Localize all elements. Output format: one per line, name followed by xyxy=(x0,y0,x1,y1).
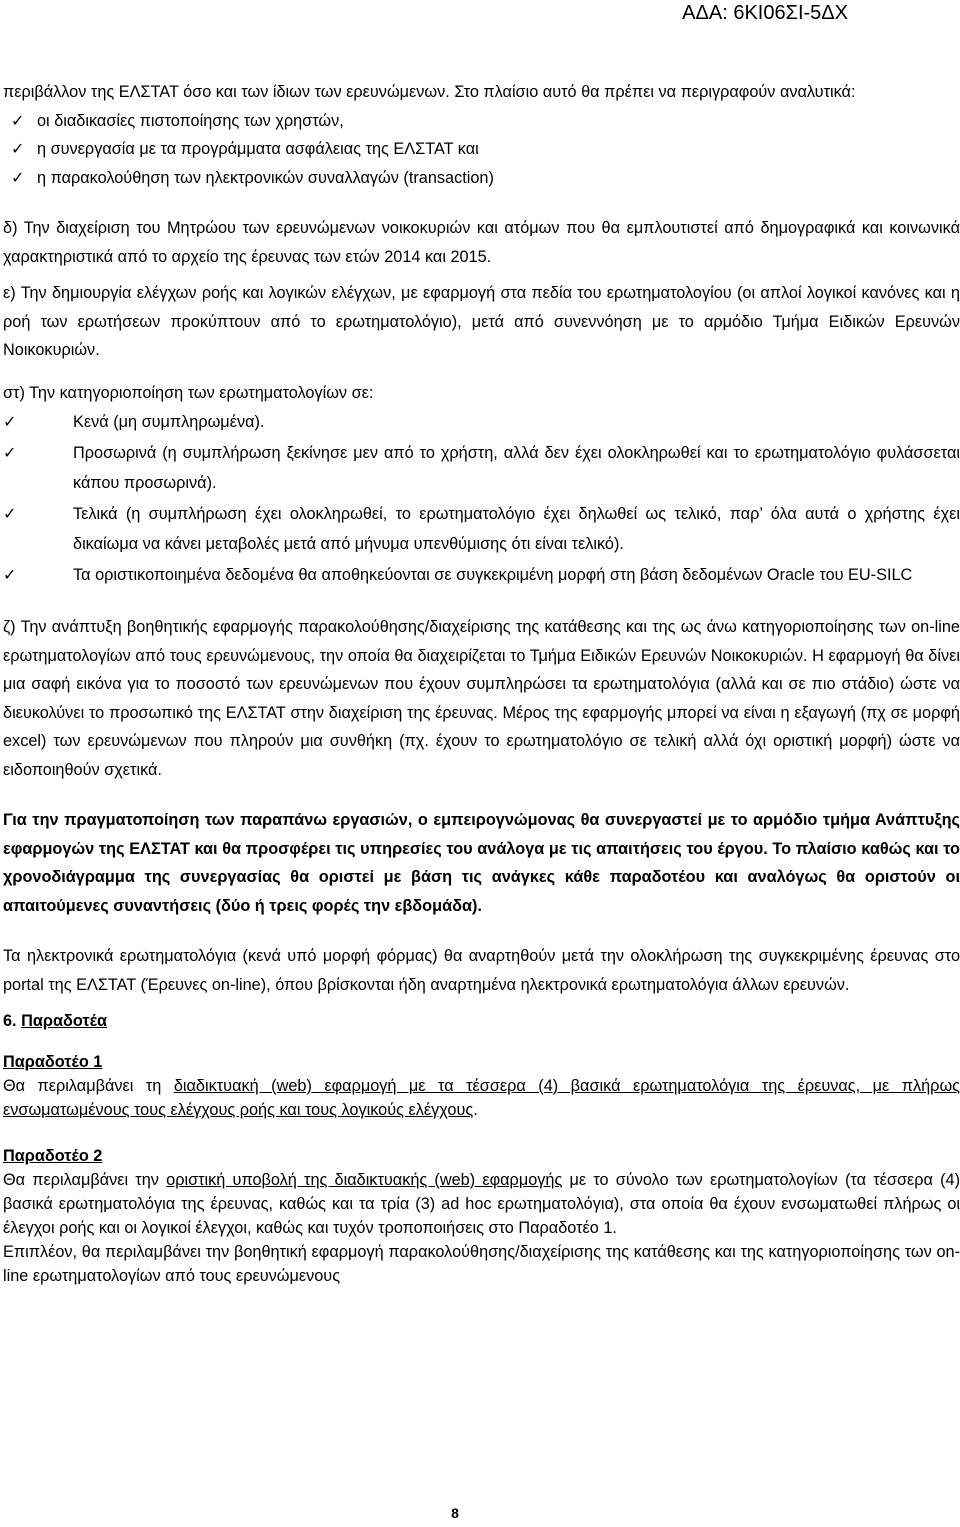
list-item: ✓ η συνεργασία με τα προγράμματα ασφάλειας της ΕΛΣΤΑΤ και xyxy=(3,135,960,164)
list-item: ✓ η παρακολούθηση των ηλεκτρονικών συναλλαγών (transaction) xyxy=(3,164,960,193)
list-item: ✓ Τα οριστικοποιημένα δεδομένα θα αποθηκεύονται σε συγκεκριμένη μορφή στη βάση δεδομένων Oracle του EU-SILC xyxy=(3,560,960,590)
section-heading xyxy=(3,1007,960,1036)
list-item: ✓ Κενά (μη συμπληρωμένα). xyxy=(3,407,960,437)
cooperation-paragraph: Για την πραγματοποίηση των παραπάνω εργασιών, ο εμπειρογνώμονας θα συνεργαστεί με το αρμόδιο τμήμα Ανάπτυξης εφαρμογών της ΕΛΣΤΑΤ και θα προσφέρει τις υπηρεσίες του ανάλογα με τις απαιτήσεις του έργου. Το πλαίσιο καθώς και το χρονοδιάγραμμα της συνεργασίας θα οριστεί με βάση τις ανάγκες κάθε παραδοτέου και αναλόγως θα οριστούν οι απαιτούμενες συναντήσεις (δύο ή τρεις φορές την εβδομάδα). xyxy=(3,811,960,915)
section-number: 6. xyxy=(3,1012,17,1030)
item-st-checklist xyxy=(3,407,960,590)
list-item: ✓ Προσωρινά (η συμπλήρωση ξεκίνησε μεν από το χρήστη, αλλά δεν έχει ολοκληρωθεί και το ερωτηματολόγιο φυλάσσεται κάπου προσωρινά). xyxy=(3,438,960,498)
deliverable-1-underlined: διαδικτυακή (web) εφαρμογή με τα τέσσερα (4) βασικά ερωτηματολόγια της έρευνας, με πλήρως ενσωματωμένους τους ελέγχους ροής και τους λογικούς ελέγχους xyxy=(3,1076,960,1119)
deliverable-2-title: Παραδοτέο 2 xyxy=(3,1146,103,1165)
intro-checklist xyxy=(3,107,960,193)
page-number: 8 xyxy=(451,1505,459,1521)
deliverable-2-prefix: Θα περιλαμβάνει την xyxy=(3,1170,167,1189)
item-z-paragraph: ζ) Την ανάπτυξη βοηθητικής εφαρμογής παρακολούθησης/διαχείρισης της κατάθεσης και της ως άνω κατηγοριοποίησης των on-line ερωτηματολογίων από τους ερευνώμενους, την οποία θα διαχειρίζεται το Τμήμα Ειδικών Ερευνών Νοικοκυριών. Η εφαρμογή θα δίνει μια σαφή εικόνα για το ποσοστό των ερευνώμενων που έχουν συμπληρώσει τα ερωτηματολόγια (αλλά και σε πιο στάδιο) ώστε να διευκολύνει το προσωπικό της ΕΛΣΤΑΤ στην διαχείριση της έρευνας. Μέρος της εφαρμογής μπορεί να είναι η εξαγωγή (πχ σε μορφή excel) των ερευνώμενων που πληρούν μια συνθήκη (πχ. έχουν το ερωτηματολόγιο σε τελική αλλά όχι οριστική μορφή) ώστε να ειδοποιηθούν σχετικά. xyxy=(3,618,960,779)
deliverable-2-text xyxy=(3,1168,960,1240)
item-e-paragraph: ε) Την δημιουργία ελέγχων ροής και λογικών ελέγχων, με εφαρμογή στα πεδία του ερωτηματολογίου (οι απλοί λογικοί κανόνες και η ροή των ερωτήσεων προκύπτουν από το ερωτηματολόγιο), μετά από συνεννόηση με το αρμόδιο Τμήμα Ειδικών Ερευνών Νοικοκυριών. xyxy=(3,284,960,359)
section-title: Παραδοτέα xyxy=(21,1012,107,1030)
deliverable-1-prefix: Θα περιλαμβάνει τη xyxy=(3,1076,174,1095)
deliverable-2-underlined: οριστική υποβολή της διαδικτυακής (web) εφαρμογής xyxy=(166,1170,563,1189)
document-page xyxy=(3,78,960,1288)
list-item: ✓ Τελικά (η συμπλήρωση έχει ολοκληρωθεί, το ερωτηματολόγιο έχει δηλωθεί ως τελικό, παρ’ όλα αυτά ο χρήστης έχει δικαίωμα να κάνει μεταβολές μετά από μήνυμα υπενθύμισης ότι είναι τελικό). xyxy=(3,499,960,559)
item-st-title: στ) Την κατηγοριοποίηση των ερωτηματολογίων σε: xyxy=(3,383,374,402)
deliverable-2-extra: Επιπλέον, θα περιλαμβάνει την βοηθητική εφαρμογή παρακολούθησης/διαχείρισης της κατάθεσης και της κατηγοριοποίησης των on-line ερωτηματολογίων από τους ερευνώμενους xyxy=(3,1242,960,1285)
deliverable-2-suffix: με το σύνολο των ερωτηματολογίων (τα τέσσερα (4) βασικά ερωτηματολόγια της έρευνας, καθώς και τα τρία (3) ad hoc ερωτηματολόγια), στα οποία θα έχουν ενσωματωθεί πλήρως οι έλεγχοι ροής και οι λογικοί έλεγχοι, καθώς και τυχόν τροποποιήσεις στο Παραδοτέο 1. xyxy=(3,1170,960,1237)
deliverable-1-suffix: . xyxy=(473,1100,478,1119)
deliverable-1-title: Παραδοτέο 1 xyxy=(3,1052,103,1071)
item-d-paragraph: δ) Την διαχείριση του Μητρώου των ερευνώμενων νοικοκυριών και ατόμων που θα εμπλουτιστεί από δημογραφικά και κοινωνικά χαρακτηριστικά από το αρχείο της έρευνας των ετών 2014 και 2015. xyxy=(3,219,960,266)
intro-text: περιβάλλον της ΕΛΣΤΑΤ όσο και των ίδιων των ερευνώμενων. Στο πλαίσιο αυτό θα πρέπει να περιγραφούν αναλυτικά: xyxy=(3,83,856,101)
list-item: ✓ οι διαδικασίες πιστοποίησης των χρηστών, xyxy=(3,107,960,136)
portal-paragraph: Τα ηλεκτρονικά ερωτηματολόγια (κενά υπό μορφή φόρμας) θα αναρτηθούν μετά την ολοκλήρωση της συγκεκριμένης έρευνας στο portal της ΕΛΣΤΑΤ (Έρευνες on-line), όπου βρίσκονται ήδη αναρτημένα ηλεκτρονικά ερωτηματολόγια άλλων ερευνών. xyxy=(3,947,960,994)
ada-code: ΑΔΑ: 6ΚΙ06ΣΙ-5ΔΧ xyxy=(682,2,848,24)
deliverable-1-text xyxy=(3,1074,960,1122)
